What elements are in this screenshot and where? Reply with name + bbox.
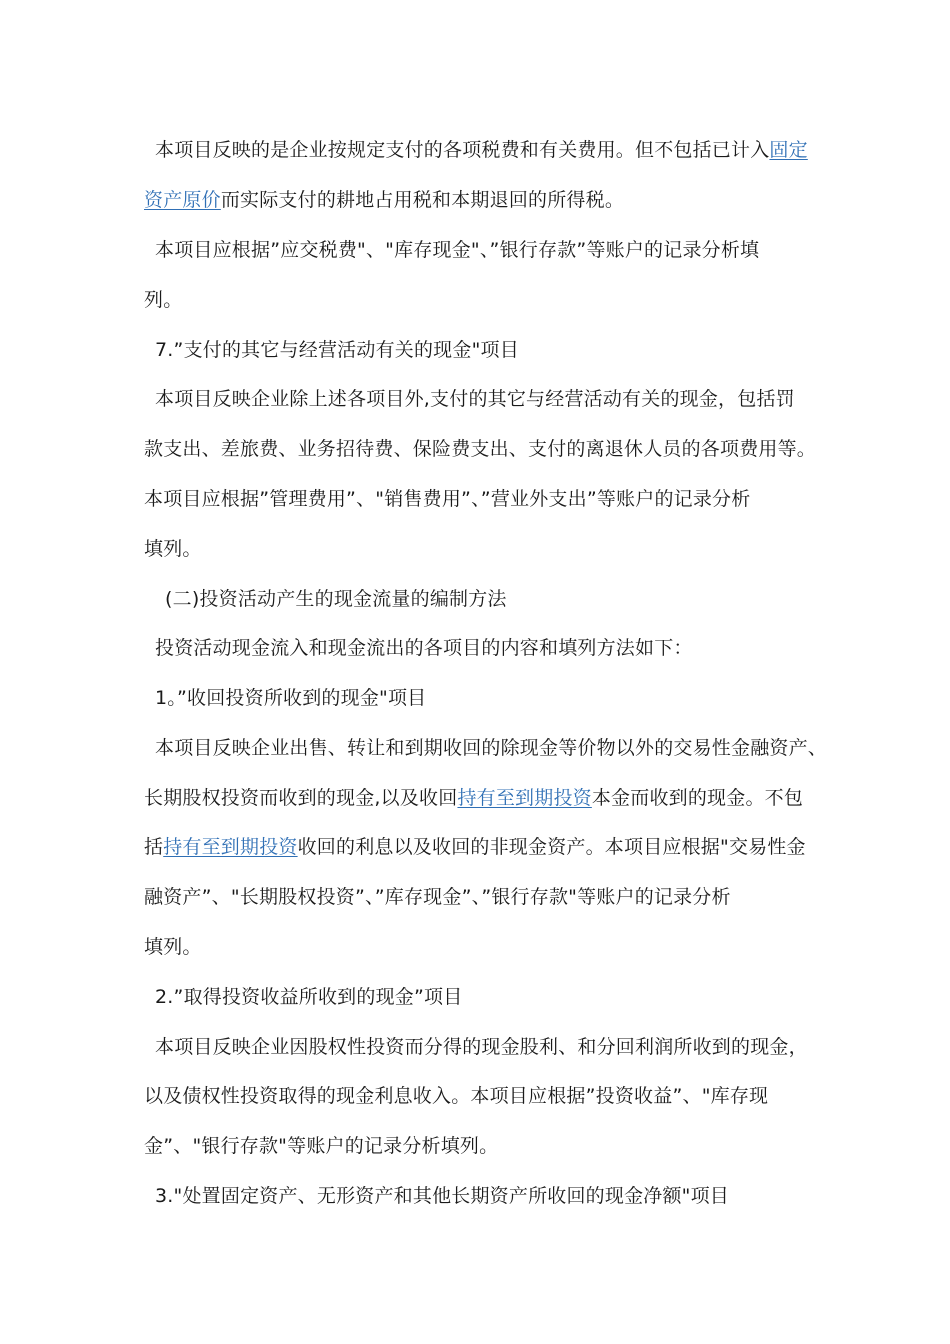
hyperlink[interactable]: 资产原价 (144, 189, 221, 211)
paragraph-line (155, 237, 759, 263)
paragraph-line (144, 436, 816, 462)
section-heading-line (155, 685, 426, 711)
paragraph-line (144, 486, 750, 512)
text-run: 填列。 (144, 538, 202, 560)
paragraph-line (155, 386, 795, 412)
text-run: 本项目反映企业因股权性投资而分得的现金股利、和分回利润所收到的现金， (155, 1036, 808, 1058)
section-heading-line (155, 984, 462, 1010)
paragraph-line (144, 834, 806, 860)
text-run: 金”、"银行存款"等账户的记录分析填列。 (144, 1135, 499, 1157)
text-run: 投资活动现金流入和现金流出的各项目的内容和填列方法如下： (155, 637, 693, 659)
text-run: 3."处置固定资产、无形资产和其他长期资产所收回的现金净额"项目 (155, 1185, 730, 1207)
text-run: 本金而收到的现金。不包 (591, 787, 804, 809)
text-run: 本项目应根据”应交税费"、"库存现金"、”银行存款”等账户的记录分析填 (155, 239, 760, 261)
paragraph-line (144, 884, 731, 910)
paragraph-line (144, 934, 202, 960)
paragraph-line (144, 536, 202, 562)
text-run: 2.”取得投资收益所收到的现金”项目 (155, 986, 463, 1008)
hyperlink[interactable]: 持有至到期投资 (457, 787, 592, 809)
section-heading-line (155, 1183, 729, 1209)
text-run: 款支出、差旅费、业务招待费、保险费支出、支付的离退休人员的各项费用等。 (144, 438, 817, 460)
text-run: 而实际支付的耕地占用税和本期退回的所得税。 (220, 189, 625, 211)
text-run: 括 (144, 836, 164, 858)
paragraph-line (155, 635, 693, 661)
paragraph-line (155, 735, 827, 761)
hyperlink[interactable]: 固定 (769, 139, 808, 161)
text-run: 以及债权性投资取得的现金利息收入。本项目应根据”投资收益”、"库存现 (144, 1085, 769, 1107)
text-run: 本项目反映企业除上述各项目外,支付的其它与经营活动有关的现金，包括罚 (155, 388, 795, 410)
paragraph-line (144, 1083, 768, 1109)
text-run: 本项目反映企业出售、转让和到期收回的除现金等价物以外的交易性金融资产、 (155, 737, 828, 759)
text-run: 长期股权投资而收到的现金,以及收回 (144, 787, 458, 809)
hyperlink[interactable]: 持有至到期投资 (163, 836, 298, 858)
paragraph-line (155, 137, 808, 163)
text-run: 收回的利息以及收回的非现金资产。本项目应根据"交易性金 (297, 836, 806, 858)
section-heading-line (165, 586, 507, 612)
paragraph-line (144, 187, 624, 213)
section-heading-line (155, 337, 519, 363)
paragraph-line (144, 785, 803, 811)
paragraph-line (155, 1034, 808, 1060)
text-run: 本项目应根据”管理费用”、"销售费用”、”营业外支出”等账户的记录分析 (144, 488, 751, 510)
text-run: 本项目反映的是企业按规定支付的各项税费和有关费用。但不包括已计入 (155, 139, 770, 161)
text-run: 1。”收回投资所收到的现金"项目 (155, 687, 427, 709)
text-run: 融资产”、"长期股权投资”、”库存现金”、”银行存款"等账户的记录分析 (144, 886, 731, 908)
text-run: 填列。 (144, 936, 202, 958)
text-run: 列。 (144, 289, 183, 311)
text-run: (二)投资活动产生的现金流量的编制方法 (165, 588, 507, 610)
paragraph-line (144, 1133, 498, 1159)
paragraph-line (144, 287, 182, 313)
text-run: 7.”支付的其它与经营活动有关的现金"项目 (155, 339, 519, 361)
